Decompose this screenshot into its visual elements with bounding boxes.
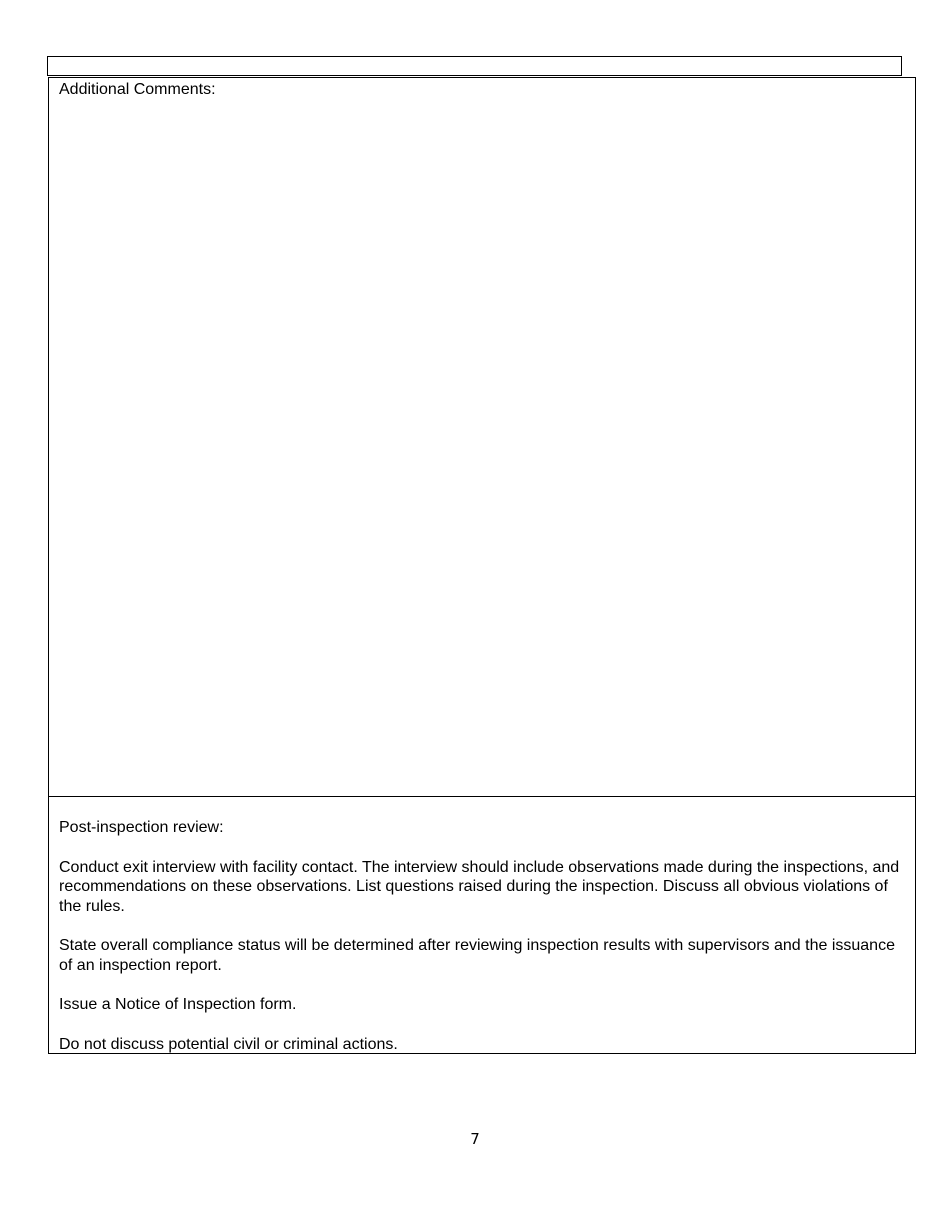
compliance-status-paragraph: State overall compliance status will be determined after reviewing inspection results with supervisors and the issuance of an inspection report. [59, 937, 895, 974]
page-number: 7 [470, 1130, 480, 1148]
additional-comments-field[interactable] [49, 78, 915, 797]
exit-interview-paragraph: Conduct exit interview with facility contact. The interview should include observations made during the inspections, and recommendations on these observations. List questions raised during the inspection. Discuss all obvious violations of the rules. [59, 858, 900, 915]
no-civil-criminal-paragraph: Do not discuss potential civil or criminal actions. [59, 1035, 398, 1053]
inspection-form-table [48, 77, 916, 1054]
post-inspection-review-section [49, 797, 915, 1054]
notice-of-inspection-paragraph: Issue a Notice of Inspection form. [59, 996, 297, 1013]
additional-comments-label: Additional Comments: [59, 81, 216, 98]
post-inspection-review-heading: Post-inspection review: [59, 819, 224, 836]
header-strip-box [47, 56, 902, 76]
